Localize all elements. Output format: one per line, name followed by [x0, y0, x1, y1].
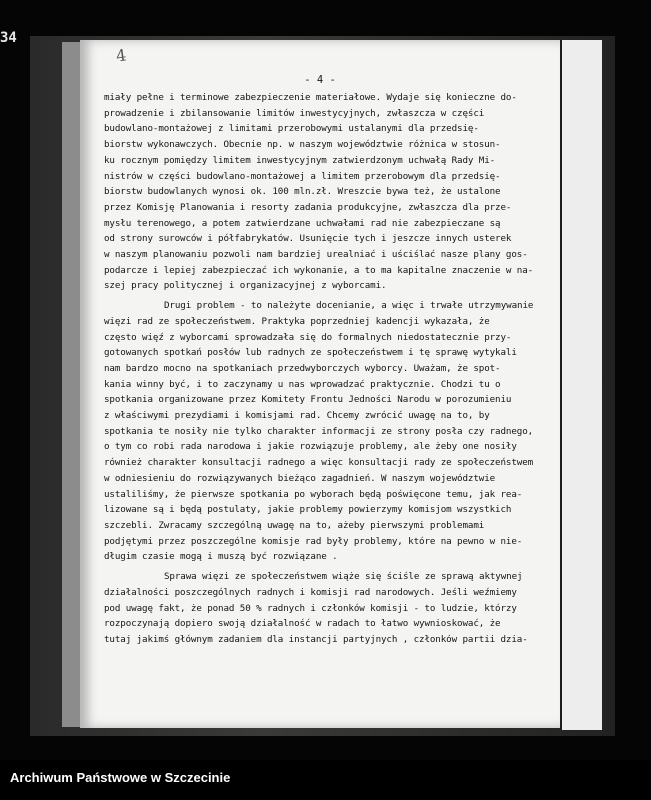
text-line: spotkania te nosiły nie tylko charakter informacji ze strony posła czy radnego, [104, 425, 534, 437]
text-line: prowadzenie i zbilansowanie limitów inwestycyjnych, zwłaszcza w części [104, 107, 485, 119]
paragraph [104, 569, 556, 648]
text-line: pod uwagę fakt, że ponad 50 % radnych i członków komisji - to ludzie, którzy [104, 602, 517, 614]
text-line: od strony surowców i półfabrykatów. Usunięcie tych i jeszcze innych usterek [104, 233, 512, 245]
text-line: podjętymi przez poszczególne komisje rad były problemy, które na pewno w nie- [104, 535, 523, 547]
text-line: ustaliliśmy, że pierwsze spotkania po wyborach będą poświęcone temu, jak rea- [104, 488, 523, 500]
backing-sheet-right [560, 40, 602, 730]
document-page [80, 40, 560, 728]
text-line: w naszym planowaniu pozwoli nam bardziej urealniać i uściślać nasze plany gos- [104, 249, 528, 261]
text-line: przez Komisję Planowania i resorty zadania produkcyjne, zwłaszcza dla prze- [104, 201, 512, 213]
text-line: podarcze i lepiej zabezpieczać ich wykonanie, a to ma kapitalne znaczenie w na- [104, 264, 534, 276]
text-line: szczebli. Zwracamy szczególną uwagę na to, ażeby pierwszymi problemami [104, 519, 485, 531]
text-line: ku rocznym pomiędzy limitem inwestycyjnym zatwierdzonym uchwałą Rady Mi- [104, 154, 496, 166]
text-line: miały pełne i terminowe zabezpieczenie materiałowe. Wydaje się konieczne do- [104, 92, 517, 103]
text-line: szej pracy politycznej i organizacyjnej z wyborcami. [104, 280, 387, 292]
text-line: z właściwymi prezydiami i komisjami rad. Chcemy zwrócić uwagę na to, by [104, 410, 490, 422]
text-line: w odniesieniu do rozwiązywanych bieżąco zagadnień. W naszym województwie [104, 472, 496, 484]
footer-bar [0, 760, 651, 800]
edge-page-mark: 34 [0, 30, 17, 46]
text-line: spotkania organizowane przez Komitety Frontu Jedności Narodu w porozumieniu [104, 394, 512, 406]
text-line: również charakter konsultacji radnego a więc konsultacji rady ze społeczeństwem [104, 457, 534, 469]
archive-label: Archiwum Państwowe w Szczecinie [10, 770, 231, 785]
text-line: lizowane są i będą postulaty, jakie problemy powierzymy komisjom wszystkich [104, 504, 512, 516]
text-line: budowlano-montażowej z limitami przerobowymi ustalanymi dla przedsię- [104, 123, 479, 135]
text-line: Sprawa więzi ze społeczeństwem wiąże się ściśle ze sprawą aktywnej [164, 571, 523, 583]
text-line: działalności poszczególnych radnych i komisji rad narodowych. Jeśli weźmiemy [104, 586, 517, 598]
text-line: nam bardzo mocno na spotkaniach przedwyborczych wyborcy. Uważam, że spot- [104, 362, 501, 374]
page-number: - 4 - [304, 74, 336, 86]
text-line: mysłu terenowego, a potem zatwierdzane uchwałami rad nie zabezpieczane są [104, 217, 501, 229]
text-line: długim czasie mogą i muszą być rozwiązane . [104, 551, 338, 563]
paragraph [104, 90, 556, 294]
document-body [104, 90, 556, 652]
text-line: często więź z wyborcami sprowadzała się do formalnych niedostatecznie przy- [104, 331, 512, 343]
text-line: nistrów w części budowlano-montażowej a limitem przerobowym dla przedsię- [104, 170, 501, 182]
text-line: biorstw budowlanych wynosi ok. 100 mln.zł. Wreszcie bywa też, że ustalone [104, 186, 501, 198]
text-line: Drugi problem - to należyte docenianie, a więc i trwałe utrzymywanie [164, 300, 534, 312]
text-line: rozpoczynają dopiero swoją działalność w radach to łatwo wywnioskować, że [104, 618, 501, 630]
text-line: więzi rad ze społeczeństwem. Praktyka poprzedniej kadencji wykazała, że [104, 315, 490, 327]
text-line: gotowanych spotkań posłów lub radnych ze społeczeństwem i tę sprawę wytykali [104, 347, 517, 359]
paragraph [104, 298, 556, 565]
text-line: kania winny być, i to zaczynamy u nas wprowadzać praktycznie. Chodzi tu o [104, 378, 501, 390]
text-line: o tym co robi rada narodowa i jakie rozwiązuje problemy, ale żeby one nosiły [104, 441, 517, 453]
pencil-folio-mark: 4 [114, 45, 128, 66]
text-line: tutaj jakimś głównym zadaniem dla instancji partyjnych , członków partii dzia- [104, 633, 528, 645]
text-line: biorstw wykonawczych. Obecnie np. w naszym województwie różnica w stosun- [104, 139, 501, 151]
